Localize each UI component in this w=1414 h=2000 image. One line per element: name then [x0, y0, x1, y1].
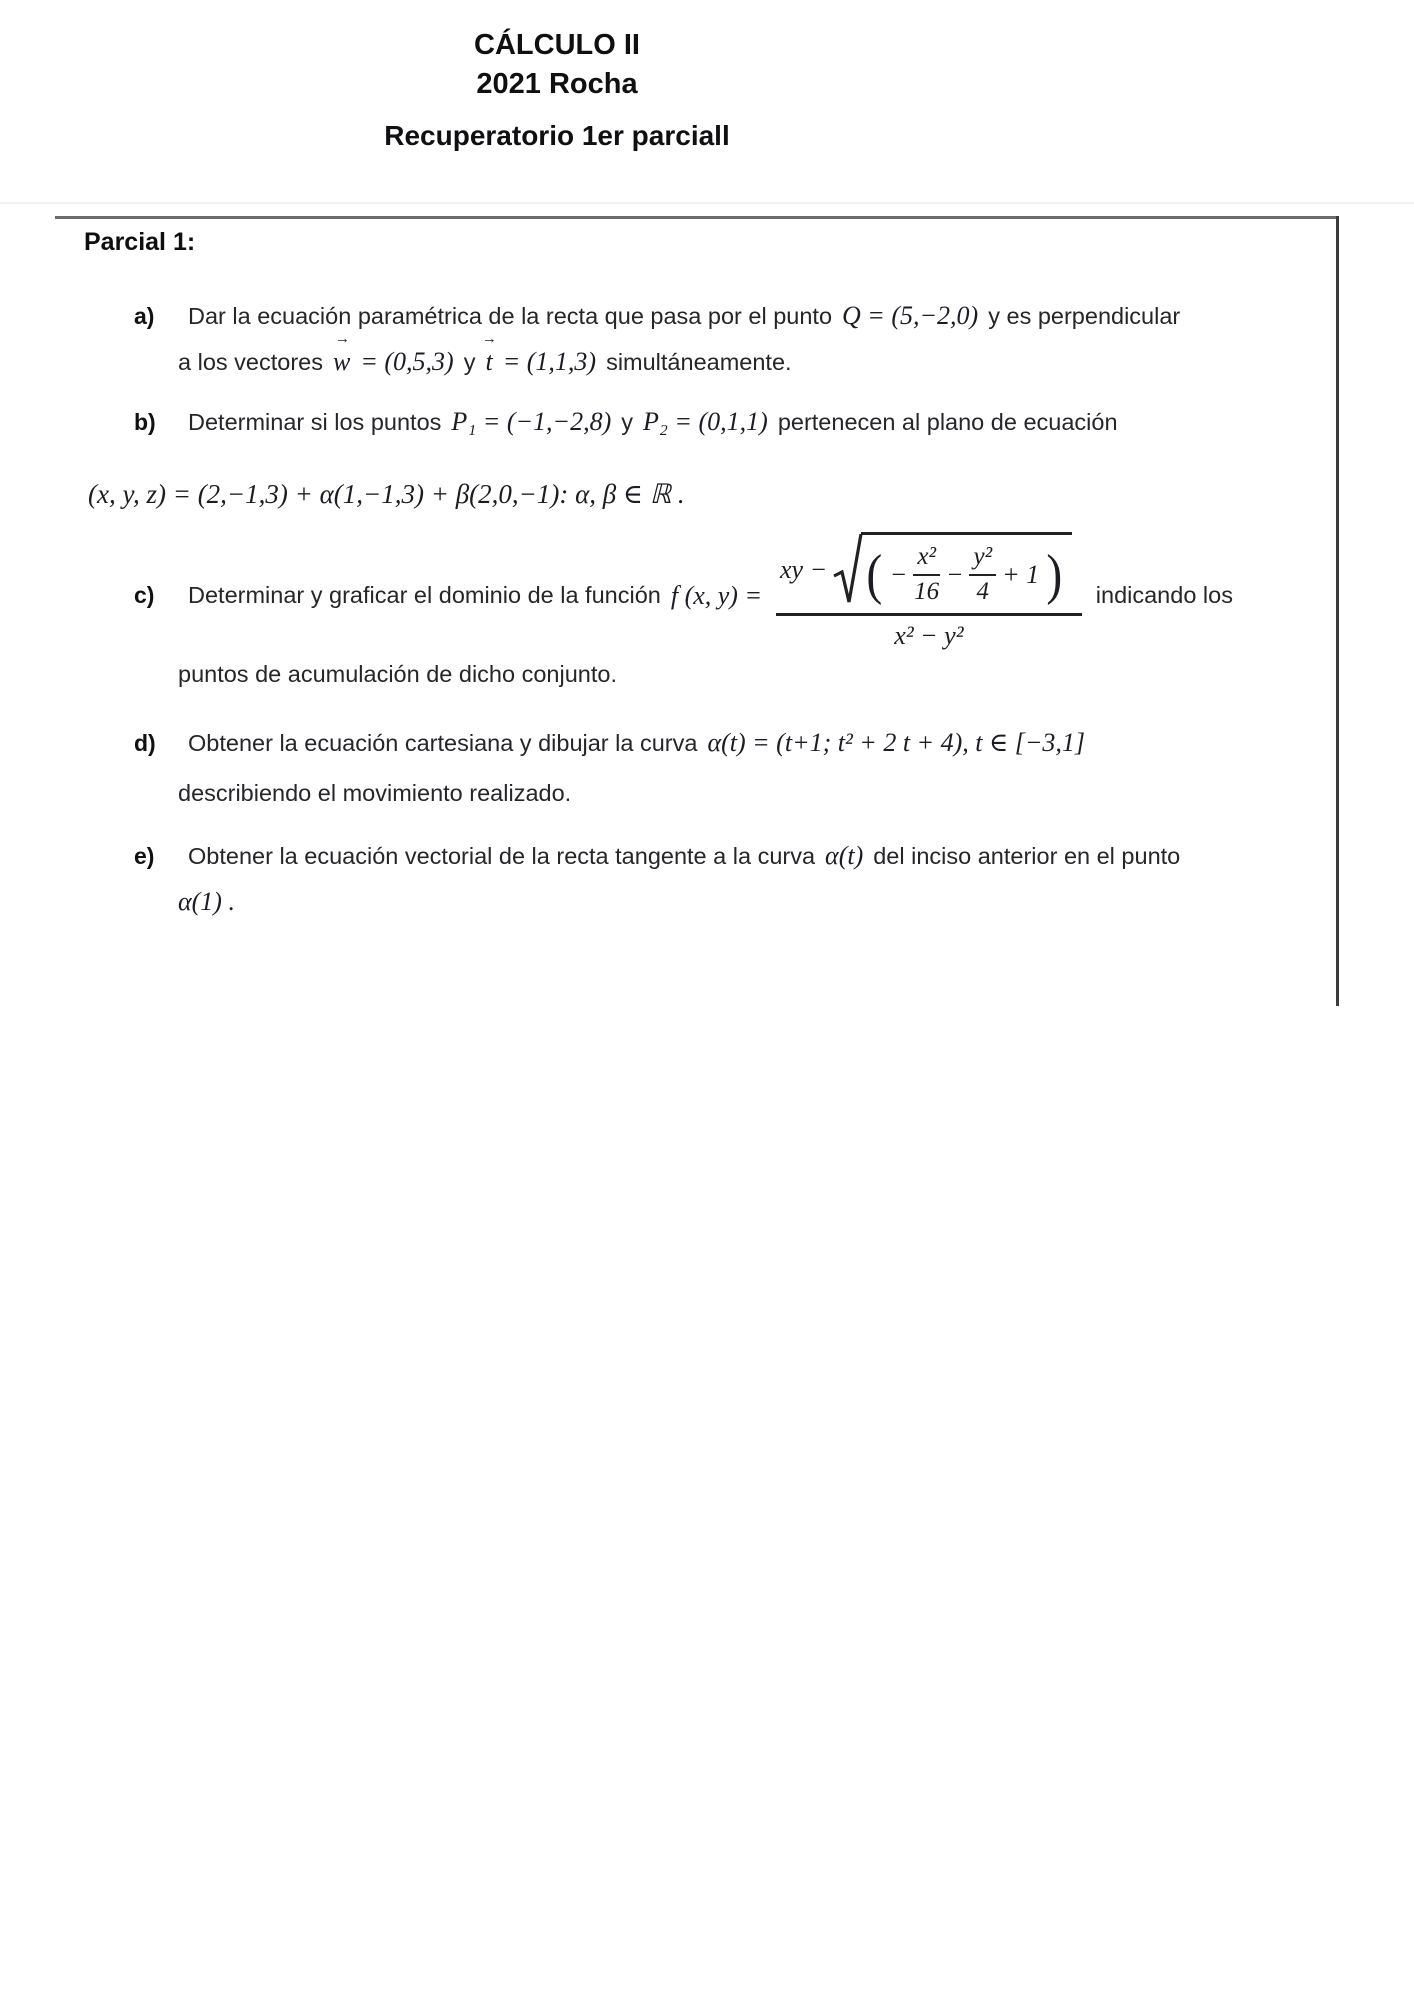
sixteen: 16	[914, 578, 940, 605]
vector-w-letter: w	[332, 347, 351, 376]
document-header	[0, 0, 1114, 152]
plane-equation-formula: (x, y, z) = (2,−1,3) + α(1,−1,3) + β(2,0,−1): α, β ∈ ℝ .	[88, 479, 685, 509]
item-b-plane-equation	[88, 479, 1340, 510]
item-e-text-tail: del inciso anterior en el punto	[873, 843, 1181, 869]
item-e-label: e)	[134, 843, 155, 869]
item-d-text-2: describiendo el movimiento realizado.	[178, 780, 572, 806]
alpha-t-formula: α(t)	[825, 841, 864, 870]
item-c-line-2	[178, 661, 1340, 688]
item-a-text: Dar la ecuación paramétrica de la recta que pasa por el punto	[188, 303, 833, 329]
y-squared-over-4	[969, 543, 996, 606]
item-a-conjunction: y	[463, 348, 476, 375]
minus-sign: −	[889, 559, 908, 589]
horizontal-divider	[55, 216, 1339, 219]
x-squared-over-16	[913, 543, 940, 606]
vector-w-formula: = (0,5,3)	[360, 347, 454, 376]
minus-sign: −	[945, 559, 964, 589]
square-root	[833, 532, 1072, 608]
item-a-line-2	[178, 331, 1340, 377]
vector-t	[481, 331, 497, 377]
numerator-prefix: xy −	[780, 555, 828, 584]
y-squared: y²	[969, 543, 996, 576]
vector-t-formula: = (1,1,3)	[502, 347, 597, 376]
item-d-label: d)	[134, 730, 156, 756]
item-b-text: Determinar si los puntos	[188, 409, 442, 435]
fraction-numerator	[776, 532, 1082, 616]
alpha-1-formula: α(1) .	[178, 887, 235, 916]
item-c-label: c)	[134, 582, 155, 608]
vector-t-letter: t	[485, 347, 493, 376]
item-c-text-tail: indicando los	[1095, 582, 1233, 608]
item-d-line-1	[134, 728, 1340, 758]
item-b-label: b)	[134, 409, 156, 435]
item-e-line-2	[178, 887, 1340, 917]
item-b-conjunction: y	[621, 409, 634, 435]
point-q-formula: Q = (5,−2,0)	[842, 301, 979, 330]
exam-title: Recuperatorio 1er parciall	[384, 120, 730, 151]
item-a-text-3: simultáneamente.	[606, 348, 792, 375]
course-title: CÁLCULO II	[474, 29, 640, 61]
year-teacher: 2021 Rocha	[476, 68, 638, 100]
four: 4	[976, 578, 990, 605]
function-fraction	[776, 532, 1082, 651]
point-p1-formula: P₁ = (−1,−2,8)	[451, 407, 612, 436]
item-a-line-1	[134, 301, 1340, 331]
point-p2-formula: P₂ = (0,1,1)	[643, 407, 768, 436]
radical-sign	[833, 532, 863, 608]
exam-body	[0, 228, 1340, 917]
x-squared: x²	[913, 543, 940, 576]
section-heading: Parcial 1:	[84, 228, 196, 256]
item-a-text-tail: y es perpendicular	[988, 303, 1181, 329]
item-d-line-2	[178, 780, 1340, 807]
function-lhs: f (x, y) =	[670, 580, 763, 610]
item-e-text: Obtener la ecuación vectorial de la recta tangente a la curva	[188, 843, 816, 869]
item-a-label: a)	[134, 303, 155, 329]
fraction-denominator: x² − y²	[894, 621, 964, 650]
item-a-text-2: a los vectores	[178, 348, 323, 375]
item-e-line-1	[134, 841, 1340, 871]
item-b-text-tail: pertenecen al plano de ecuación	[777, 409, 1118, 435]
vector-arrow-icon: →	[481, 331, 497, 347]
item-c-text: Determinar y graficar el dominio de la función	[188, 582, 661, 608]
vector-arrow-icon: →	[335, 331, 351, 347]
item-c-text-2: puntos de acumulación de dicho conjunto.	[178, 661, 617, 687]
radicand	[861, 532, 1072, 606]
item-d-text: Obtener la ecuación cartesiana y dibujar la curva	[188, 730, 698, 756]
vector-w	[332, 331, 351, 377]
item-c-line-1	[134, 536, 1340, 655]
page-edge-line	[0, 202, 1414, 204]
curve-alpha-formula: α(t) = (t+1; t² + 2 t + 4), t ∈ [−3,1]	[707, 728, 1086, 757]
close-paren: )	[1046, 543, 1063, 606]
plus-one: + 1	[1002, 559, 1040, 589]
open-paren: (	[866, 543, 883, 606]
item-b-line-1	[134, 407, 1340, 437]
